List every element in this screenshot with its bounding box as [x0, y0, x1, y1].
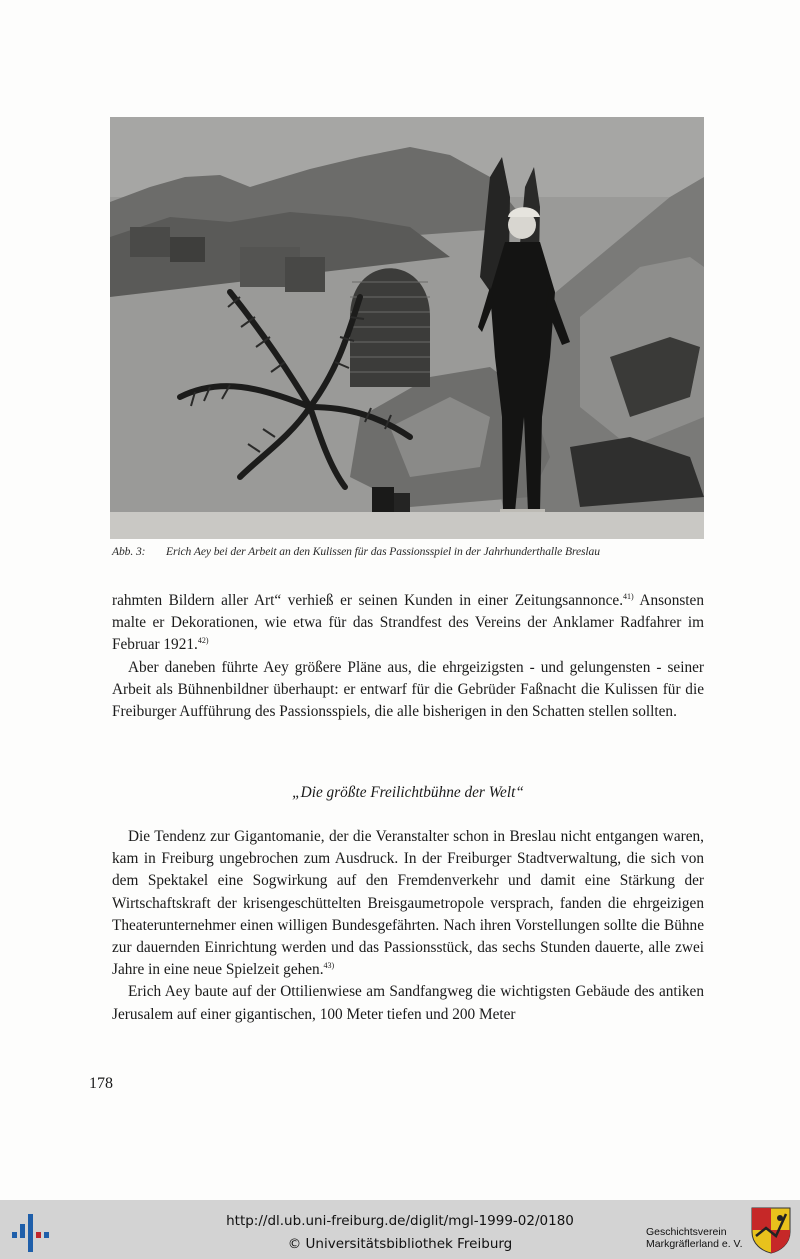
footnote-ref-41: 41) [623, 592, 634, 601]
source-url-link[interactable]: http://dl.ub.uni-freiburg.de/diglit/mgl-1999-02/0180 [226, 1213, 574, 1229]
section-heading: „Die größte Freilichtbühne der Welt“ [292, 784, 524, 801]
paragraph-1: rahmten Bildern aller Art“ verhieß er seinen Kunden in einer Zeitungsannonce. [112, 592, 624, 609]
footer-bar [0, 1200, 800, 1259]
paragraph-3: Die Tendenz zur Gigantomanie, der die Veranstalter schon in Breslau nicht entgangen waren, kam in Freiburg ungebrochen zum Ausdruck. In der Freiburger Stadtverwaltung, die sich von dem Spektakel eine Sogwirkung auf den Fremdenverkehr und damit eine Stärkung der Wirtschaftskraft der krisengeschüttelten Breisgaumetropole versprach, fanden die ehrgeizigen Theaterunternehmer einen willigen Bundesgefährten. Nach ihren Vorstellungen sollte die Bühne zur dauernden Einrichtung werden und das Passionsstück, das sechs Stunden dauerte, alle zwei Jahre in eine neue Spielzeit gehen. [112, 828, 704, 979]
coat-of-arms-icon [750, 1206, 792, 1254]
page-number: 178 [89, 1075, 113, 1092]
paragraph-1-cont: Ansonsten malte er Dekorationen, wie etwa für das Strandfest des Vereins der Anklamer Radfahrer im Februar 1921. [112, 592, 704, 654]
body-text-block-2 [112, 826, 704, 1026]
society-name [646, 1226, 743, 1250]
figure-caption [112, 545, 712, 558]
paragraph-2: Aber daneben führte Aey größere Pläne aus, die ehrgeizigsten - und gelungensten - seiner Arbeit als Bühnenbildner überhaupt: er entwarf für die Gebrüder Faßnacht die Kulissen für die Freiburger Aufführung des Passionsspiels, die alle bisherigen in den Schatten stellen sollten. [112, 658, 704, 721]
caption-text: Erich Aey bei der Arbeit an den Kulissen für das Passionsspiel in der Jahrhunderthalle Breslau [166, 545, 600, 558]
footnote-ref-42: 42) [197, 636, 209, 646]
society-line-2: Markgräflerland e. V. [646, 1238, 743, 1250]
caption-label: Abb. 3: [112, 545, 146, 558]
copyright-text: © Universitätsbibliothek Freiburg [287, 1236, 513, 1252]
paragraph-4: Erich Aey baute auf der Ottilienwiese am Sandfangweg die wichtigsten Gebäude des antiken Jerusalem auf einer gigantischen, 100 Meter tiefen und 200 Meter [112, 983, 704, 1023]
footnote-ref-43: 43) [323, 961, 335, 971]
body-text-block-1 [112, 590, 704, 723]
society-line-1: Geschichtsverein [646, 1226, 727, 1238]
stage-scenery-photo [110, 117, 704, 539]
